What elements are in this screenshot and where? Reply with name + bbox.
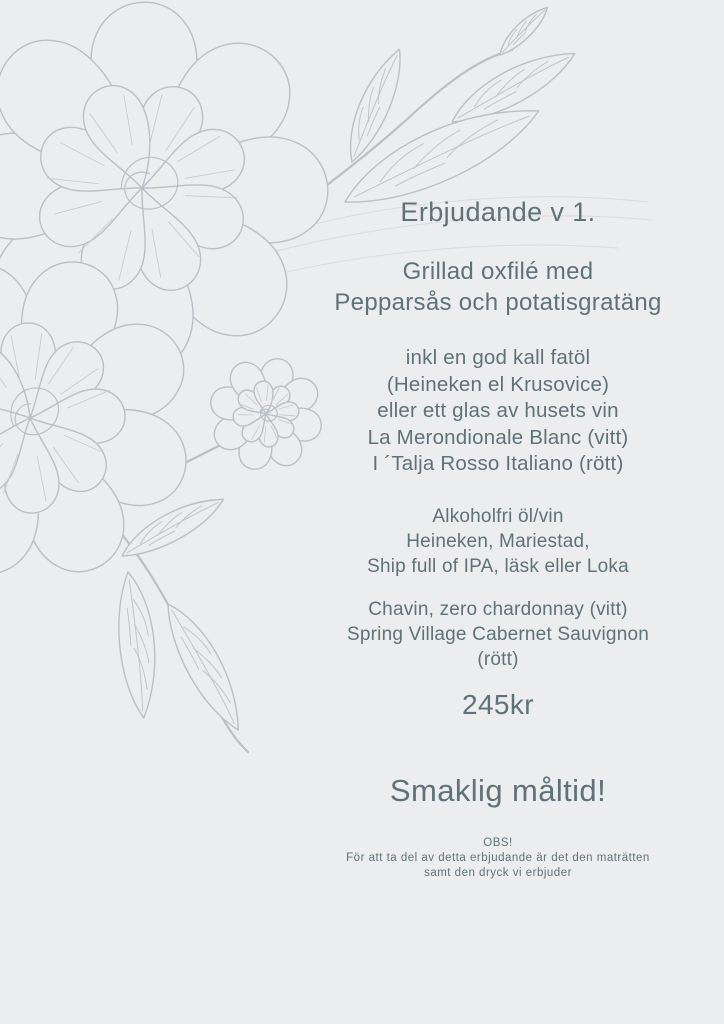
text-line: Heineken, Mariestad, [406, 530, 590, 552]
bottom-foliage [103, 497, 248, 752]
closing-greeting: Smaklig måltid! [389, 772, 607, 808]
text-line: (Heineken el Krusovice) [386, 372, 610, 396]
notice [270, 836, 724, 881]
text-line: För att ta del av detta erbjudande är det den maträtten [346, 851, 650, 864]
text-line: samt den dryck vi erbjuder [424, 866, 572, 879]
non-alcoholic-wines [270, 597, 724, 672]
text-line: La Merondionale Blanc (vitt) [367, 425, 629, 449]
text-line: (rött) [477, 648, 519, 670]
price: 245kr [461, 688, 535, 720]
included-drinks [270, 345, 724, 478]
text-line: OBS! [483, 836, 513, 849]
text-line: I ´Talja Rosso Italiano (rött) [372, 452, 624, 475]
offer-title: Erbjudande v 1. [400, 197, 596, 227]
menu-text-column [270, 196, 724, 881]
dish-name [270, 256, 724, 318]
text-line: Pepparsås och potatisgratäng [334, 289, 662, 316]
text-line: Chavin, zero chardonnay (vitt) [368, 598, 628, 620]
text-line: inkl en god kall fatöl [405, 346, 591, 369]
text-line: eller ett glas av husets vin [377, 399, 619, 422]
text-line: Alkoholfri öl/vin [432, 505, 564, 527]
text-line: Ship full of IPA, läsk eller Loka [367, 555, 629, 577]
text-line: Spring Village Cabernet Sauvignon [346, 623, 649, 645]
non-alcoholic-drinks [270, 504, 724, 579]
text-line: Grillad oxfilé med [402, 258, 594, 285]
